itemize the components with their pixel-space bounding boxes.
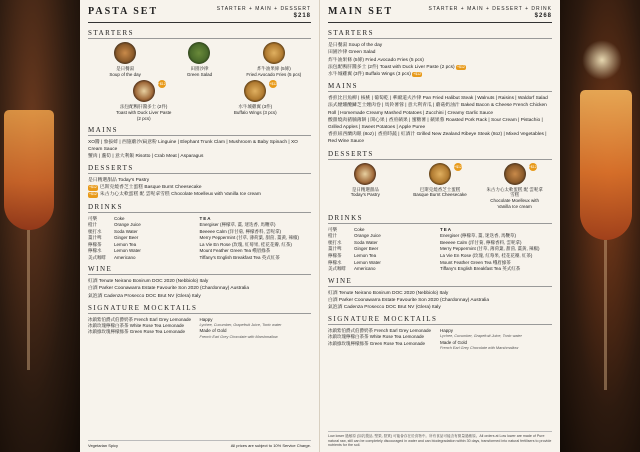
dish-item: [485, 163, 545, 210]
surcharge-badge: +$12: [269, 81, 278, 86]
dish-photo: [263, 42, 285, 64]
wine-item: 氣泡酒 Cadenza Prosecco DOC Brut NV (Glera) Italy: [328, 304, 441, 310]
drink-zh: 梳打水: [328, 239, 342, 245]
wine-item: 氣泡酒 Cadenza Prosecco DOC Brut NV (Glera) Italy: [88, 293, 201, 299]
starter-zh: 法包配鴨肝醬多士 (2件): [328, 64, 379, 70]
main-item: 酸甜燒肉豬腩薄餅 | 開心果 | 香煎蘋果 | 蜜糖薯 | 蘋果蓉 Roasted Pork Rack | Sour Cream | Pistachio | Grilled Apples | Sweet Potatoes | Apple Puree: [328, 117, 543, 130]
dish-name-en: Buffalo Wings (3 pcs): [233, 109, 277, 115]
tea-item: Merry Peppermint (甘草, 薄荷葉, 甜茴, 薑黃, 辣椒): [440, 246, 540, 252]
tea-item: Beeeee Calm (洋甘菊, 檸檬香料, 雲呢拿): [440, 239, 522, 245]
tea-heading: TEA: [199, 215, 212, 221]
service-charge-note: All prices are subject to 10% Service Charge.: [230, 443, 311, 448]
dessert-en: Today's Pastry: [118, 178, 150, 184]
section-wine: WINE: [328, 277, 552, 287]
surcharge-badge: +$12: [454, 164, 462, 169]
section-drinks: DRINKS: [328, 214, 552, 224]
dish-name-zh: 田園沙律: [190, 66, 209, 72]
dish-name-en: Chocolate Moelleux with Vanilla Ice cream: [490, 198, 540, 210]
dish-name-zh: 法包配鴨肝醬多士 (2件): [120, 103, 168, 109]
section-desserts: DESSERTS: [328, 150, 552, 160]
wine-item: 白酒 Parker Coonawarra Estate Favourite Son 2020 (Chardonnay) Australia: [328, 297, 490, 303]
tea-item: Energiser (檸檬草, 薑, 迷迭香, 馬鞭草): [199, 222, 276, 228]
mocktail-name: Happy: [440, 328, 454, 334]
wine-item: 紅酒 Tenute Neirano Bonirum DOC 2020 (Nebbiolo) Italy: [88, 279, 209, 285]
page-header: [88, 6, 311, 23]
tea-item: Merry Peppermint (甘草, 薄荷葉, 甜茴, 薑黃, 辣椒): [199, 235, 300, 241]
page-title: PASTA SET: [88, 6, 159, 17]
starter-en: Fried Avocado Fries (5 pcs): [365, 57, 424, 63]
main-item: 香煎比目魚柳 | 核桃 | 葡萄乾 | 華爾道夫沙律 Pan Fried Halibut Steak | Walnuts | Raisins | Waldorf Salad: [328, 96, 548, 102]
mocktail-item: 冰鎮玫瑰檸檬白茶茶 White Rose Tea Lemonade: [328, 334, 424, 340]
dessert-item: [88, 191, 311, 198]
dish-name-zh: 炸牛油果條 (5條): [256, 66, 291, 72]
starter-item: [328, 57, 552, 64]
section-mains: MAINS: [88, 126, 311, 136]
cocktail-glass-right: [580, 90, 632, 240]
main-item: XO醬 | 象拔蚌 | 西施蘑沙/扁意粉 Linguine | Elephant Trunk Clam | Mushroom & Baby Spinach | XO Cream Sauce: [88, 139, 298, 152]
drink-zh: 薑汁啤: [88, 235, 102, 241]
drink-en: Ginger Beer: [354, 246, 379, 252]
set-courses: STARTER + MAIN + DESSERT: [216, 6, 311, 12]
dish-name-en: Today's Pastry: [350, 192, 380, 198]
desserts-row: [328, 163, 552, 210]
mocktail-name: Made of Gold: [440, 339, 468, 345]
surcharge-badge: +$12: [89, 192, 97, 197]
drink-en: Ginger Beer: [114, 235, 139, 241]
mocktail-note: French Earl Grey Chocolate with Marshmallow: [440, 346, 519, 350]
section-drinks: DRINKS: [88, 203, 311, 213]
dish-item: [244, 42, 304, 78]
dish-photo: [133, 80, 155, 102]
tea-column: [440, 227, 552, 273]
dessert-zh: 巴斯克燒香芝士蛋糕: [99, 185, 144, 191]
page-footer: [88, 440, 311, 448]
dessert-zh: 是日精選甜品: [88, 178, 117, 184]
main-item: 法式煙燻醃鱗芝士煙肉卷 | 馬鈴薯蓉 | 意大利青瓜 | 蘑菇奶油汁 Baked Bacon & Cheese French Chicken Roll | Homemade Creamy Mashed Potatoes | Zucchini | Creamy Garlic Sauce: [328, 103, 547, 116]
drink-zh: 橙汁: [88, 222, 97, 228]
dish-item: [225, 80, 285, 122]
dish-name-zh: 是日餐湯: [116, 66, 135, 72]
mocktail-item: 冰鎮綠玫瑰檸檬綠茶 Green Rose Tea Lemonade: [328, 340, 425, 346]
mocktails-list: [88, 317, 311, 340]
drink-row: [328, 266, 440, 273]
drink-zh: 美式咖啡: [328, 266, 346, 272]
drink-zh: 美式咖啡: [88, 254, 106, 260]
sparkle-decoration: [582, 40, 622, 80]
drink-en: Lemon Tea: [354, 252, 377, 258]
starter-item: [328, 71, 552, 78]
dessert-zh: 朱古力心太軟蛋糕 配 雲呢拿雪糕: [99, 192, 170, 198]
tea-column: [200, 216, 312, 262]
tea-item: Beeeee Calm (洋甘菊, 檸檬香料, 雲呢拿): [199, 228, 282, 234]
glass-stem-left: [27, 230, 30, 370]
section-starters: STARTERS: [88, 29, 311, 39]
mocktail-column-right: [440, 328, 552, 351]
dish-name-zh: 巴斯克燒香芝士蛋糕: [419, 186, 461, 192]
starter-zh: 水牛城雞翼 (3件): [328, 72, 364, 78]
drinks-list: [328, 227, 552, 273]
mocktail-item: 冰鎮綠玫瑰檸檬綠茶 Green Rose Tea Lemonade: [88, 329, 185, 335]
tea-item: La Vie En Rose (玫瑰, 紅莓果, 桂花花瓣, 紅茶): [440, 252, 533, 258]
dish-photo: [114, 42, 136, 64]
starter-item: [328, 42, 552, 49]
section-starters: STARTERS: [328, 29, 552, 39]
starters-row-2: [88, 80, 311, 122]
main-item: 蟹肉 | 蘆筍 | 意大利飯 Risotto | Crab Meat | Asparagus: [88, 153, 204, 159]
drink-en: Americano: [114, 254, 136, 260]
dish-item: [335, 163, 395, 210]
dish-item: [95, 42, 155, 78]
page-header: [328, 6, 552, 23]
drink-en: Lemon Water: [114, 248, 141, 254]
dish-photo: [188, 42, 210, 64]
starter-zh: 炸牛油果條 (5條): [328, 57, 364, 63]
tea-item: La Vie En Rose (玫瑰, 紅莓果, 桂花花瓣, 紅茶): [199, 241, 292, 247]
drink-en: Lemon Tea: [114, 241, 137, 247]
mocktails-list: [328, 328, 552, 351]
section-wine: WINE: [88, 265, 311, 275]
drink-en: Orange Juice: [114, 222, 141, 228]
glass-stem-right: [604, 240, 607, 390]
cocktail-glass-left: [4, 110, 54, 230]
section-mocktails: SIGNATURE MOCKTAILS: [88, 304, 311, 314]
soft-drinks-column: [328, 227, 440, 273]
tea-item: Mount Feather Green Tea 峨眉綠茶: [440, 259, 511, 265]
main-item: 香煎紐西蘭肉眼 (8oz) | 香煎時蔬 | 紅酒汁 Grilled New Zealand Ribeye Steak (8oz) | Mixed Vegetables | Red Wine Sauce: [328, 132, 547, 145]
section-mains: MAINS: [328, 82, 552, 92]
soft-drinks-column: [88, 216, 200, 262]
set-description: [217, 6, 311, 20]
mocktail-name: Made of Gold: [199, 328, 227, 334]
wine-item: 白酒 Parker Coonawarra Estate Favourite Son 2020 (Chardonnay) Australia: [88, 286, 250, 292]
dish-name-en: Toast with Duck Liver Paste (2 pcs): [116, 109, 172, 121]
dish-name-en: Green Salad: [186, 72, 213, 78]
tea-item: Tiffany's English Breakfast Tea 英式紅茶: [199, 254, 280, 260]
drink-zh: 檸檬水: [88, 248, 102, 254]
mocktail-column-right: [200, 317, 312, 340]
drink-en: Soda Water: [354, 239, 378, 245]
drink-zh: 檸檬水: [328, 259, 342, 265]
mocktail-note: Lychee, Cucumber, Grapefruit Juice, Tonic water: [199, 323, 282, 328]
dish-name-zh: 是日精選甜品: [351, 186, 379, 192]
dish-item: [114, 80, 174, 122]
dessert-item: [88, 177, 311, 184]
page-title: MAIN SET: [328, 6, 394, 17]
tea-item: Mount Feather Green Tea 峨眉綠茶: [199, 248, 271, 254]
tea-item: Tiffany's English Breakfast Tea 英式紅茶: [440, 266, 521, 272]
section-mocktails: SIGNATURE MOCKTAILS: [328, 315, 552, 325]
starter-en: Soup of the day: [348, 43, 383, 49]
dessert-en: Chocolate Moelleux with Vanilla Ice cream: [171, 192, 261, 198]
drink-zh: 可樂: [328, 226, 337, 232]
set-description: [429, 6, 552, 20]
dish-name-zh: 水牛城雞翼 (3件): [238, 103, 273, 109]
drink-en: Coke: [354, 226, 365, 232]
dish-name-en: Fried Avocado Fries (5 pcs): [246, 72, 302, 78]
surcharge-badge: +$12: [157, 81, 166, 86]
mocktail-note: French Earl Grey Chocolate with Marshmallow: [199, 334, 278, 339]
page-footer: Low lower 過敏原 (如乳製品, 堅果, 麩質) 可能會存在於食物中。所有食品可能含有微量過敏原。All orders at Low lower are made of Pure natural raw, still can be completely discouraged in water and can biodegradation within 30 days, transformed into natural fertilisers to provide nutrients for the soil.: [328, 431, 552, 448]
starter-zh: 是日餐湯: [328, 43, 348, 49]
starter-en: Toast with Duck Liver Paste (2 pcs): [379, 64, 455, 70]
drink-en: Soda Water: [114, 228, 138, 234]
starters-row-1: [88, 42, 311, 78]
dish-item: [169, 42, 229, 78]
set-courses: STARTER + MAIN + DESSERT + DRINK: [428, 6, 552, 12]
dish-name-en: Soup of the day: [109, 72, 141, 78]
drinks-list: [88, 216, 311, 262]
section-desserts: DESSERTS: [88, 164, 311, 174]
starter-en: Buffalo Wings (3 pcs): [365, 72, 411, 78]
dish-photo: [354, 163, 376, 185]
mocktail-column-left: [328, 328, 440, 351]
tea-heading: TEA: [440, 226, 452, 232]
set-price: $218: [293, 12, 311, 19]
drink-en: Americano: [354, 266, 376, 272]
mocktail-name: Happy: [199, 316, 213, 322]
dish-item: [410, 163, 470, 210]
tea-item: Energiser (檸檬草, 薑, 迷迭香, 馬鞭草): [440, 233, 517, 239]
pasta-set-page: [80, 0, 320, 452]
mocktail-note: Lychee, Cucumber, Grapefruit Juice, Tonic water: [440, 334, 522, 339]
surcharge-badge: +$12: [413, 72, 422, 77]
dish-name-en: Basque Burnt Cheesecake: [413, 192, 467, 198]
starter-item: [328, 64, 552, 71]
main-set-page: [320, 0, 560, 452]
set-price: $268: [534, 12, 552, 19]
drink-zh: 檸檬茶: [328, 252, 342, 258]
drink-zh: 檸檬茶: [88, 241, 102, 247]
drink-zh: 薑汁啤: [328, 246, 342, 252]
dessert-en: Basque Burnt Cheesecake: [144, 185, 202, 191]
dish-photo: [504, 163, 526, 185]
mocktail-item: 冰鎮紫伯爵式伯爵奶茶 French Earl Grey Lemonade: [328, 328, 432, 334]
starter-en: Green Salad: [348, 50, 376, 56]
dessert-item: [88, 184, 311, 191]
drink-zh: 可樂: [88, 215, 97, 221]
wine-item: 紅酒 Tenute Neirano Bonirum DOC 2020 (Nebbiolo) Italy: [328, 290, 449, 296]
drink-en: Orange Juice: [354, 233, 381, 239]
starter-item: [328, 49, 552, 56]
surcharge-badge: +$12: [456, 64, 465, 69]
surcharge-badge: +$12: [89, 185, 97, 190]
drink-en: Lemon Water: [354, 259, 381, 265]
drink-en: Coke: [114, 215, 125, 221]
drink-row: [88, 255, 200, 262]
drink-zh: 橙汁: [328, 233, 337, 239]
legend-icons: Vegetarian Spicy: [88, 443, 119, 448]
dish-photo: [429, 163, 451, 185]
drink-zh: 梳打水: [88, 228, 102, 234]
mocktail-item: 冰鎮紫伯爵式伯爵奶茶 French Earl Grey Lemonade: [88, 316, 192, 322]
dish-photo: [244, 80, 266, 102]
starter-zh: 田園沙律: [328, 50, 348, 56]
dish-name-zh: 朱古力心太軟蛋糕 配 雲呢拿雪糕: [486, 186, 543, 198]
mocktail-column-left: [88, 317, 200, 340]
surcharge-badge: +$12: [528, 164, 537, 169]
mocktail-item: 冰鎮玫瑰檸檬白茶茶 White Rose Tea Lemonade: [88, 323, 184, 329]
